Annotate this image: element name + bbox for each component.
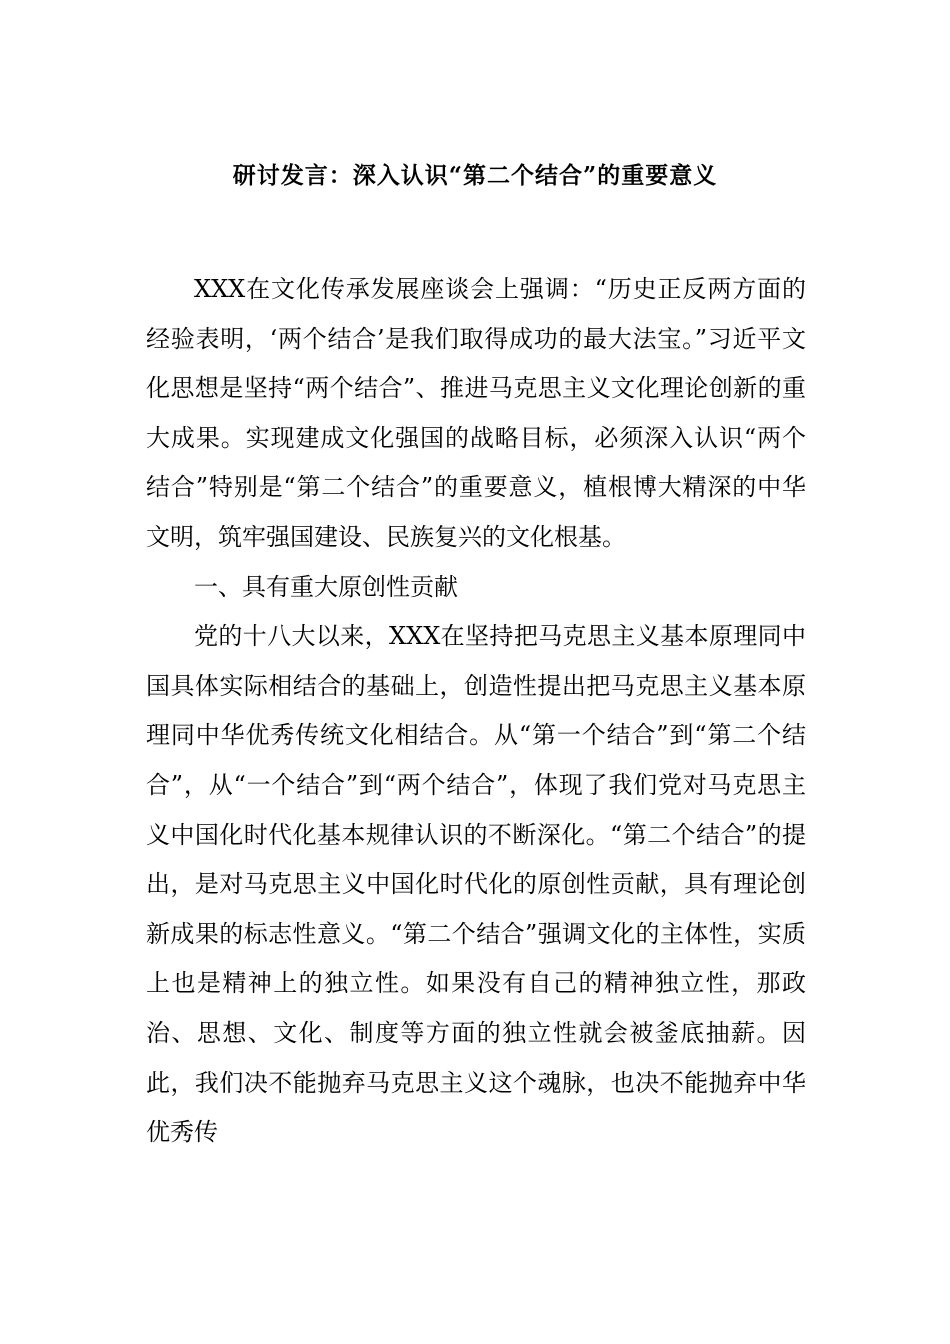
section-heading: 一、具有重大原创性贡献 <box>194 572 458 601</box>
intro-paragraph: XXX在文化传承发展座谈会上强调：“历史正反两方面的经验表明，‘两个结合’是我们取得成功的最大法宝。”习近平文化思想是坚持“两个结合”、推进马克思主义文化理论创新的重大成果。实现建成文化强国的战略目标，必须深入认识“两个结合”特别是“第二个结合”的重要意义，植根博大精深的中华文明，筑牢强国建设、民族复兴的文化根基。 <box>146 275 806 551</box>
document-body <box>146 265 806 1158</box>
document-title: 研讨发言：深入认识“第二个结合”的重要意义 <box>232 162 718 189</box>
section-paragraph: 党的十八大以来，XXX在坚持把马克思主义基本原理同中国具体实际相结合的基础上，创造性提出把马克思主义基本原理同中华优秀传统文化相结合。从“第一个结合”到“第二个结合”，从“一个结合”到“两个结合”，体现了我们党对马克思主义中国化时代化基本规律认识的不断深化。“第二个结合”的提出，是对马克思主义中国化时代化的原创性贡献，具有理论创新成果的标志性意义。“第二个结合”强调文化的主体性，实质上也是精神上的独立性。如果没有自己的精神独立性，那政治、思想、文化、制度等方面的独立性就会被釜底抽薪。因此，我们决不能抛弃马克思主义这个魂脉，也决不能抛弃中华优秀传 <box>146 622 806 1147</box>
